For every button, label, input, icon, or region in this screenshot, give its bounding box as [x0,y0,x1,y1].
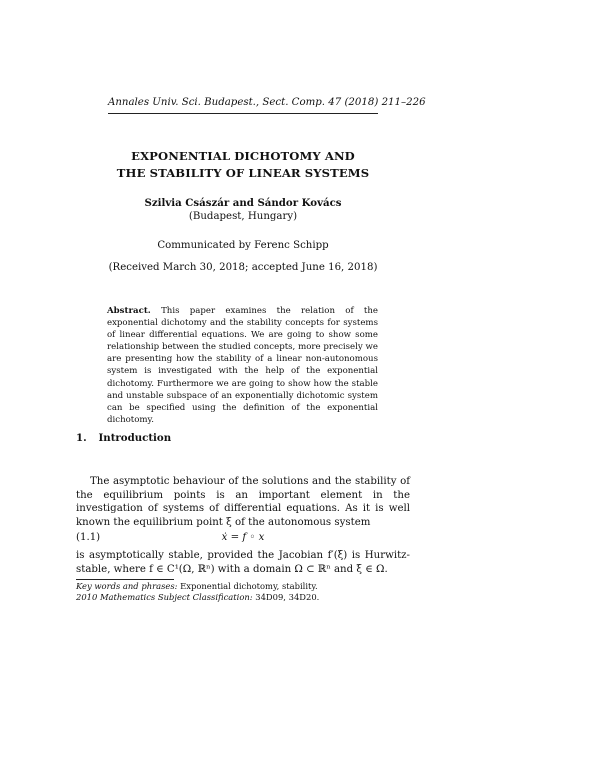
paper-title [100,148,386,182]
section-number: 1. [76,432,87,444]
keywords-text: Exponential dichotomy, stability. [180,581,318,591]
abstract-label: Abstract. [107,306,151,316]
communicated-by: Communicated by Ferenc Schipp [157,240,329,251]
abstract [107,305,378,426]
header-rule [108,113,378,114]
footnote-msc [76,592,410,603]
keywords-label: Key words and phrases: [76,581,178,591]
footnote-keywords [76,581,410,592]
title-line-1: EXPONENTIAL DICHOTOMY AND [131,149,355,163]
intro-continuation: is asymptotically stable, provided the Jacobian f′(ξ) is Hurwitz-stable, where f ∈ C¹(Ω, ℝⁿ) with a domain Ω ⊂ ℝⁿ and ξ ∈ Ω. [76,550,410,575]
section-title: Introduction [98,432,172,444]
equation: ẋ = f ◦ x [221,532,265,543]
msc-label: 2010 Mathematics Subject Classification: [76,592,253,602]
title-line-2: THE STABILITY OF LINEAR SYSTEMS [116,166,370,180]
msc-text: 34D09, 34D20. [255,592,320,602]
journal-header: Annales Univ. Sci. Budapest., Sect. Comp. 47 (2018) 211–226 [108,97,426,108]
section-heading [76,432,171,444]
equation-number: (1.1) [76,532,101,543]
abstract-text: This paper examines the relation of the exponential dichotomy and the stability concepts for systems of linear differential equations. We are going to show some relationship between the studied concepts, more precisely we are presenting how the stability of a linear non-autonomous system is investigated with the help of the exponential dichotomy. Furthermore we are going to show how the stable and unstable subspace of an exponentially dichotomic system can be specified using the definition of the exponential dichotomy. [107,306,378,425]
affiliation: (Budapest, Hungary) [188,211,298,222]
intro-paragraph: The asymptotic behaviour of the solutions and the stability of the equilibrium points is an important element in the investigation of systems of differential equations. As it is well known the equilibrium point ξ of the autonomous system [76,476,410,528]
received-dates: (Received March 30, 2018; accepted June 16, 2018) [108,262,378,273]
footnote-rule [76,579,174,580]
authors: Szilvia Császár and Sándor Kovács [144,197,342,209]
